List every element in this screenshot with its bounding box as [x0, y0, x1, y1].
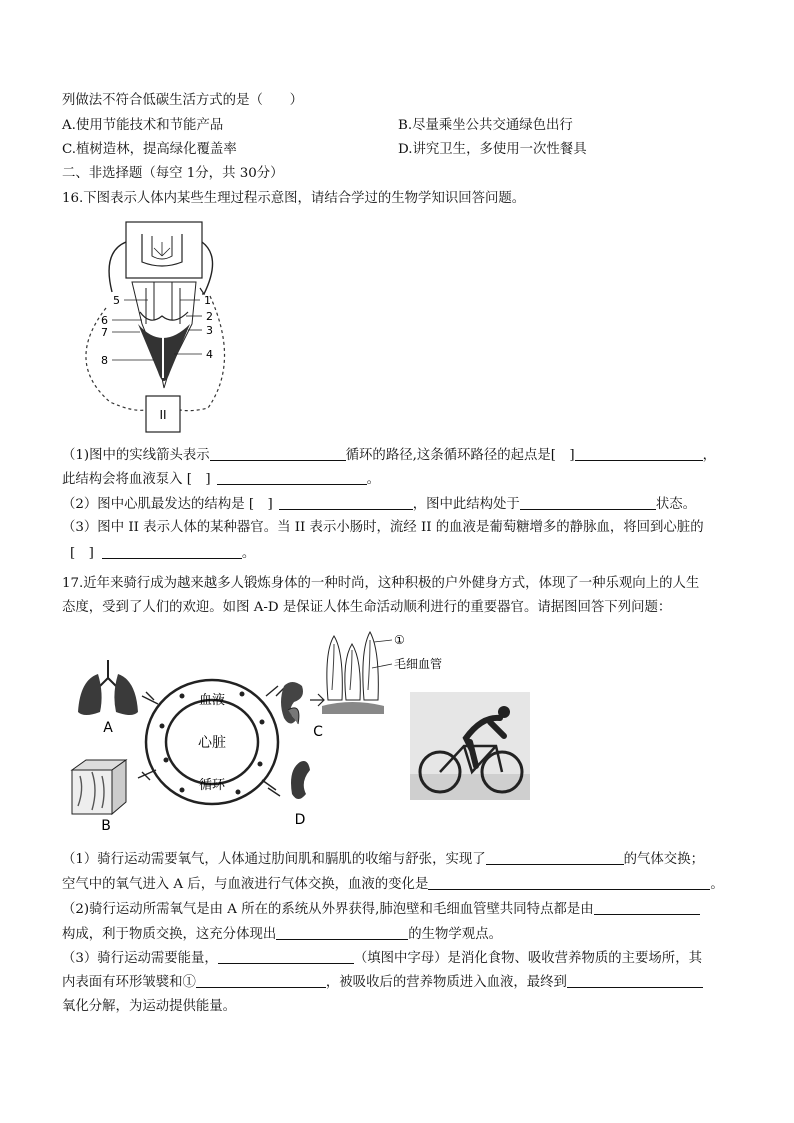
- q17-1-line1: （1）骑行运动需要氧气，人体通过肋间肌和膈肌的收缩与舒张，实现了 的气体交换；: [62, 852, 704, 867]
- q17-3-blank3[interactable]: [567, 973, 703, 988]
- label-6: 6: [101, 314, 108, 327]
- heart-circulation-diagram: [62, 212, 242, 438]
- q16-2-blank1[interactable]: [279, 495, 413, 510]
- q17-1-blank1[interactable]: [486, 850, 624, 865]
- q16-1-line2: 此结构会将血液泵入 [ ] 。: [62, 472, 381, 487]
- q17-3-line2: 内表面有环形皱襞和① ，被吸收后的营养物质进入血液，最终到: [62, 973, 703, 992]
- lungs-a: [78, 660, 138, 736]
- label-d: D: [294, 812, 306, 828]
- q15-option-b[interactable]: B.尽量乘坐公共交通绿色出行: [398, 118, 573, 133]
- section-title: 二、非选择题（每空 1分，共 30分）: [62, 166, 284, 181]
- heart-label: 心脏: [198, 735, 226, 751]
- label-5: 5: [113, 294, 120, 307]
- q17-2-blank2[interactable]: [276, 925, 408, 940]
- label-7: 7: [101, 326, 108, 339]
- q16-2-blank2[interactable]: [520, 495, 656, 510]
- q17-1-line2: 空气中的氧气进入 A 后，与血液进行气体交换，血液的变化是 。: [62, 877, 724, 892]
- cyclist-image: [410, 692, 530, 800]
- q17-2-blank1[interactable]: [594, 900, 700, 915]
- kidney-d: [291, 761, 310, 828]
- label-3: 3: [206, 324, 213, 337]
- q15-option-d[interactable]: D.讲究卫生，多使用一次性餐具: [398, 142, 587, 157]
- label-1: 1: [204, 294, 211, 307]
- q17-2-line2: 构成，利于物质交换，这充分体现出 的生物学观点。: [62, 927, 502, 942]
- circulation-ring: [146, 680, 278, 804]
- q17-3-blank2[interactable]: [196, 973, 326, 988]
- q15-stem: 列做法不符合低碳生活方式的是（ ）: [62, 93, 304, 108]
- organs-circulation-figure: [62, 630, 462, 832]
- systemic-return-arrow: [86, 308, 146, 410]
- q16-1-blank2[interactable]: [575, 446, 703, 461]
- q16-1-blank3[interactable]: [217, 470, 367, 485]
- q16-3-line2: [ ] 。: [70, 546, 256, 561]
- q17-3-blank1[interactable]: [218, 949, 354, 964]
- skin-b: [72, 760, 126, 832]
- circulation-label: 循环: [198, 778, 226, 793]
- digestive-c: [281, 682, 324, 740]
- label-4: 4: [206, 348, 213, 361]
- q16-3-blank[interactable]: [102, 544, 242, 559]
- q16-1-blank1[interactable]: [210, 446, 346, 461]
- label-2: 2: [206, 310, 213, 323]
- label-b: B: [101, 818, 111, 832]
- pulmonary-vein-arrow: [202, 242, 213, 294]
- organ-label: II: [159, 408, 167, 422]
- villus-label-1: ①: [394, 633, 405, 647]
- pulmonary-artery-arrow: [109, 242, 126, 292]
- q16-2-line: （2）图中心肌最发达的结构是 [ ] ，图中此结构处于 状态。: [62, 497, 696, 512]
- blood-label: 血液: [198, 693, 226, 708]
- label-c: C: [313, 724, 323, 740]
- q15-option-a[interactable]: A.使用节能技术和节能产品: [62, 118, 224, 133]
- q16-1-line1: （1)图中的实线箭头表示 循环的路径,这条循环路径的起点是[ ] ，: [62, 448, 717, 463]
- q17-stem-line2: 态度，受到了人们的欢迎。如图 A-D 是保证人体生命活动顺利进行的重要器官。请据图回答下列问题：: [62, 600, 672, 615]
- q17-3-line3: 氧化分解，为运动提供能量。: [62, 999, 237, 1014]
- label-a: A: [103, 720, 113, 736]
- q15-option-c[interactable]: C.植树造林，提高绿化覆盖率: [62, 142, 237, 157]
- q17-2-line1: （2)骑行运动所需氧气是由 A 所在的系统从外界获得,肺泡壁和毛细血管壁共同特点都是由: [62, 900, 700, 919]
- label-8: 8: [101, 354, 108, 367]
- q17-1-blank2[interactable]: [428, 875, 710, 890]
- q16-3-line1: （3）图中 II 表示人体的某种器官。当 II 表示小肠时，流经 II 的血液是葡萄糖增多的静脉血，将回到心脏的: [62, 520, 704, 535]
- capillary-label: 毛细血管: [394, 657, 443, 671]
- q17-stem-line1: 17.近年来骑行成为越来越多人锻炼身体的一种时尚，这种积极的户外健身方式，体现了一种乐观向上的人生: [62, 576, 700, 591]
- q16-stem: 16.下图表示人体内某些生理过程示意图，请结合学过的生物学知识回答问题。: [62, 191, 526, 206]
- lung-capillary-box: [126, 222, 202, 278]
- q17-3-line1: （3）骑行运动需要能量， （填图中字母）是消化食物、吸收营养物质的主要场所，其: [62, 951, 702, 966]
